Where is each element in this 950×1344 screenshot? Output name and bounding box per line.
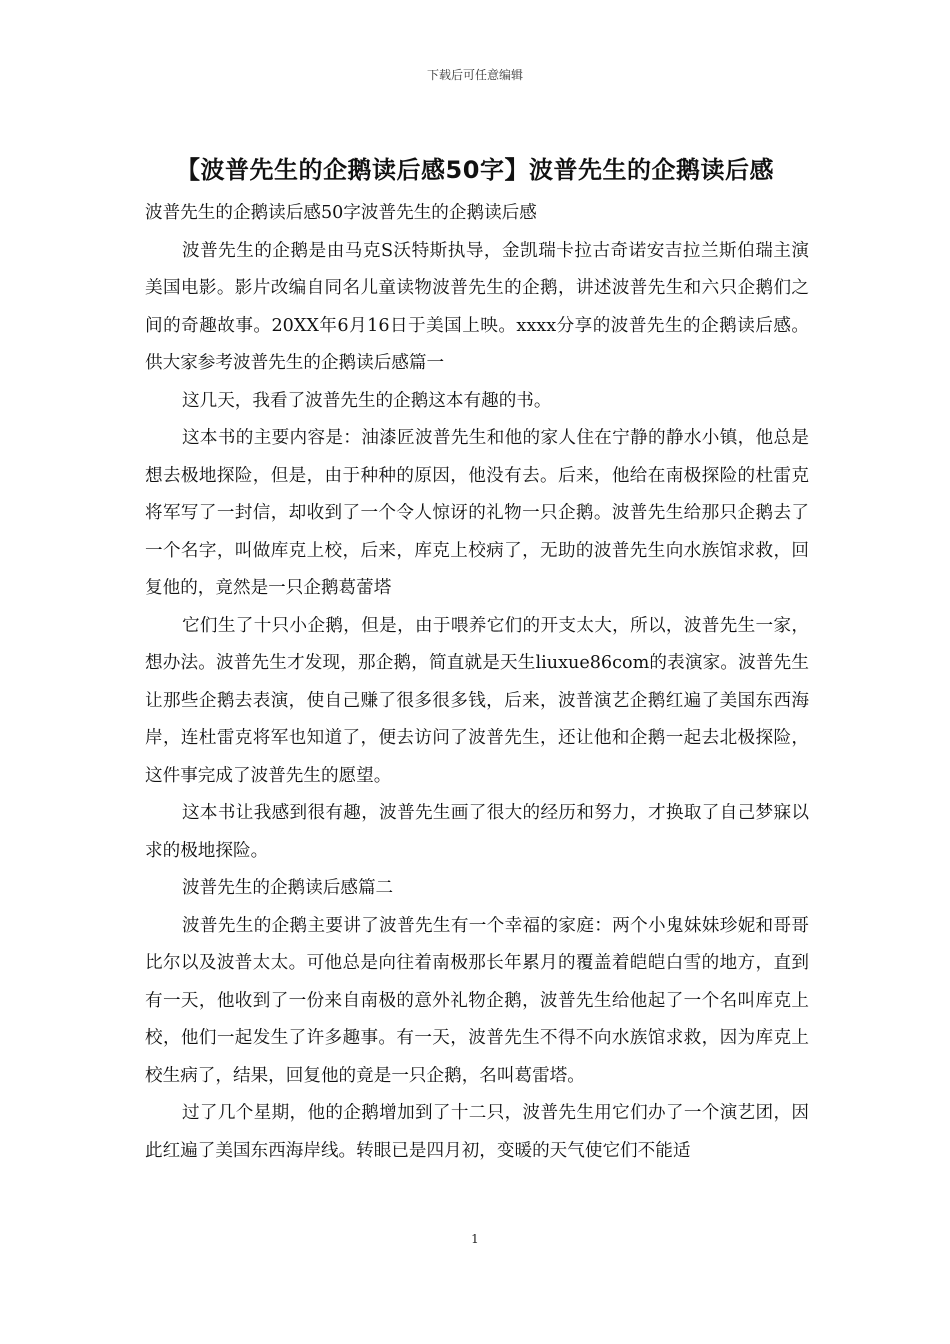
paragraph: 波普先生的企鹅主要讲了波普先生有一个幸福的家庭：两个小鬼妹妹珍妮和哥哥比尔以及波普太太。可他总是向往着南极那长年累月的覆盖着皑皑白雪的地方，直到有一天，他收到了一份来自南极的意外礼物企鹅，波普先生给他起了一个名叫库克上校，他们一起发生了许多趣事。有一天，波普先生不得不向水族馆求救，因为库克上校生病了，结果，回复他的竟是一只企鹅，名叫葛雷塔。 [145,915,809,1086]
paragraph: 这本书让我感到很有趣，波普先生画了很大的经历和努力，才换取了自己梦寐以求的极地探险。 [145,803,809,861]
paragraph: 它们生了十只小企鹅，但是，由于喂养它们的开支太大，所以，波普先生一家，想办法。波普先生才发现，那企鹅，简直就是天生liuxue86com的表演家。波普先生让那些企鹅去表演，使自己赚了很多很多钱，后来，波普演艺企鹅红遍了美国东西海岸，连杜雷克将军也知道了，便去访问了波普先生，还让他和企鹅一起去北极探险，这件事完成了波普先生的愿望。 [145,615,809,786]
paragraph: 过了几个星期，他的企鹅增加到了十二只，波普先生用它们办了一个演艺团，因此红遍了美国东西海岸线。转眼已是四月初，变暖的天气使它们不能适 [145,1103,809,1161]
paragraph-intro: 波普先生的企鹅是由马克S沃特斯执导，金凯瑞卡拉古奇诺安吉拉兰斯伯瑞主演美国电影。影片改编自同名儿童读物波普先生的企鹅，讲述波普先生和六只企鹅们之间的奇趣故事。20XX年6月16日于美国上映。xxxx分享的波普先生的企鹅读后感。供大家参考波普先生的企鹅读后感篇一 [145,240,809,373]
document-title: 【波普先生的企鹅读后感50字】波普先生的企鹅读后感 [176,156,774,184]
header-note: 下载后可任意编辑 [426,68,523,82]
paragraph: 这几天，我看了波普先生的企鹅这本有趣的书。 [182,390,552,411]
document-body [145,195,809,1170]
paragraph-subtitle: 波普先生的企鹅读后感50字波普先生的企鹅读后感 [145,203,537,223]
section-heading: 波普先生的企鹅读后感篇二 [182,878,394,898]
paragraph: 这本书的主要内容是：油漆匠波普先生和他的家人住在宁静的静水小镇，他总是想去极地探险，但是，由于种种的原因，他没有去。后来，他给在南极探险的杜雷克将军写了一封信，却收到了一个令人惊讶的礼物一只企鹅。波普先生给那只企鹅去了一个名字，叫做库克上校，后来，库克上校病了，无助的波普先生向水族馆求救，回复他的，竟然是一只企鹅葛蕾塔 [145,428,809,598]
page-number: 1 [471,1232,479,1246]
